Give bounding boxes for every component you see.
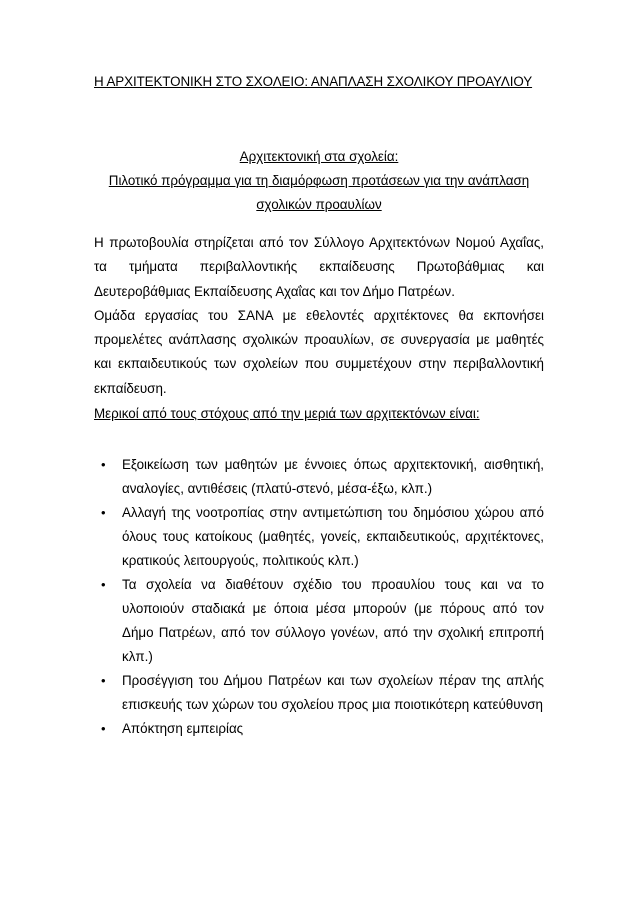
intro-text bbox=[94, 231, 544, 401]
document-subtitle bbox=[94, 145, 544, 217]
list-item bbox=[94, 453, 544, 501]
goal-text: Αλλαγή της νοοτροπίας στην αντιμετώπιση του δημόσιου χώρου από όλους τους κατοίκους (μαθητές, γονείς, εκπαιδευτικούς, αρχιτέκτονες, κρατικούς λειτουργούς, πολιτικούς κλπ.) bbox=[122, 505, 544, 568]
goal-text: Προσέγγιση του Δήμου Πατρέων και των σχολείων πέραν της απλής επισκευής των χώρων του σχολείου προς μια ποιοτικότερη κατεύθυνση bbox=[122, 673, 544, 712]
bullet-icon: • bbox=[101, 673, 106, 688]
list-item bbox=[94, 717, 544, 741]
document-title: Η ΑΡΧΙΤΕΚΤΟΝΙΚΗ ΣΤΟ ΣΧΟΛΕΙΟ: ΑΝΑΠΛΑΣΗ ΣΧΟΛΙΚΟΥ ΠΡΟΑΥΛΙΟΥ bbox=[94, 74, 533, 89]
intro-paragraph-2: Ομάδα εργασίας του ΣΑΝΑ με εθελοντές αρχιτέκτονες θα εκπονήσει προμελέτες ανάπλασης σχολικών προαυλίων, σε συνεργασία με μαθητές και εκπαιδευτικούς των σχολείων που συμμετέχουν στην περιβαλλοντική εκπαίδευση. bbox=[94, 307, 544, 396]
bullet-icon: • bbox=[101, 721, 106, 736]
list-item bbox=[94, 501, 544, 573]
goal-text: Απόκτηση εμπειρίας bbox=[122, 721, 244, 736]
goal-text: Εξοικείωση των μαθητών με έννοιες όπως αρχιτεκτονική, αισθητική, αναλογίες, αντιθέσεις (πλατύ-στενό, μέσα-έξω, κλπ.) bbox=[122, 457, 544, 496]
subtitle-line-3: σχολικών προαυλίων bbox=[256, 197, 382, 212]
bullet-icon: • bbox=[101, 577, 106, 592]
bullet-icon: • bbox=[101, 505, 106, 520]
subtitle-line-2: Πιλοτικό πρόγραμμα για τη διαμόρφωση προτάσεων για την ανάπλαση bbox=[108, 173, 530, 188]
intro-paragraph-1: Η πρωτοβουλία στηρίζεται από τον Σύλλογο Αρχιτεκτόνων Νομού Αχαΐας, τα τμήματα περιβαλλοντικής εκπαίδευσης Πρωτοβάθμιας και Δευτεροβάθμιας Εκπαίδευσης Αχαΐας και τον Δήμο Πατρέων. bbox=[94, 235, 544, 299]
goals-list bbox=[94, 453, 544, 741]
bullet-icon: • bbox=[101, 457, 106, 472]
list-item bbox=[94, 669, 544, 717]
list-item bbox=[94, 573, 544, 669]
goals-heading: Μερικοί από τους στόχους από την μεριά των αρχιτεκτόνων είναι: bbox=[94, 406, 480, 421]
goal-text: Τα σχολεία να διαθέτουν σχέδιο του προαυλίου τους και να το υλοποιούν σταδιακά με όποια μέσα μπορούν (με πόρους από τον Δήμο Πατρέων, από τον σύλλογο γονέων, από την σχολική επιτροπή κλπ.) bbox=[122, 577, 544, 664]
subtitle-line-1: Αρχιτεκτονική στα σχολεία: bbox=[239, 149, 399, 164]
